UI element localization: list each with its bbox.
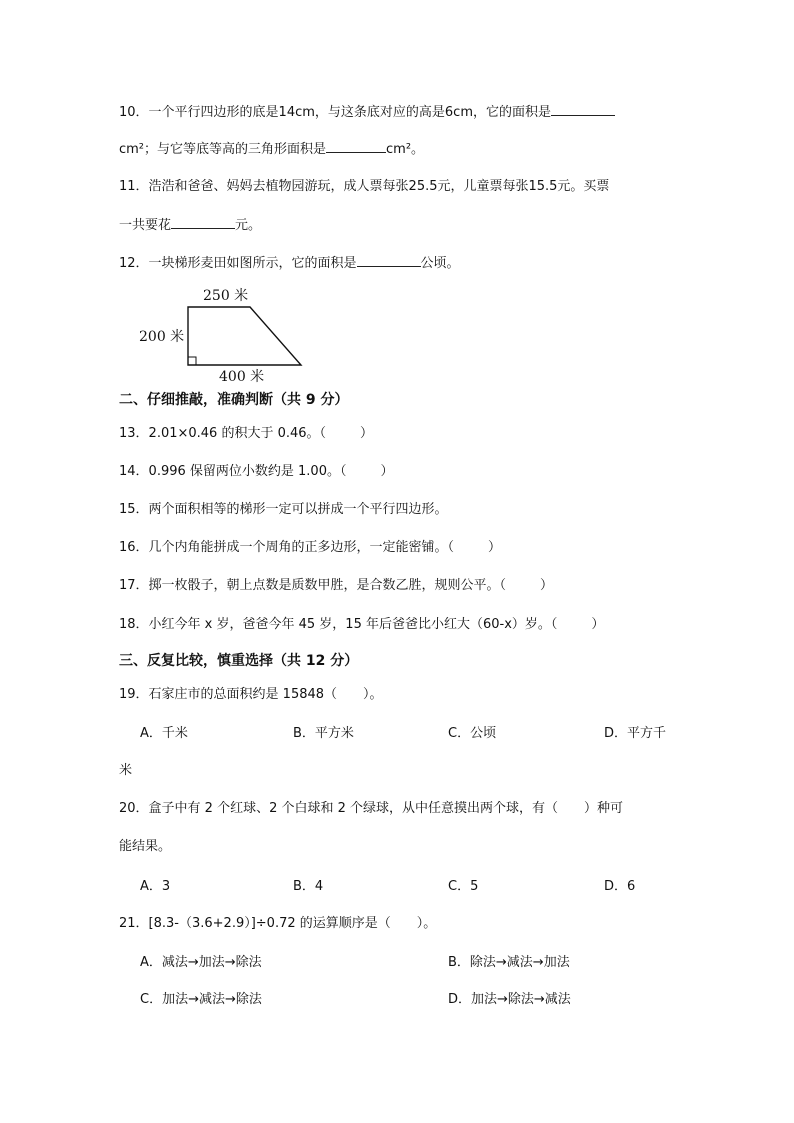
section2-heading bbox=[119, 391, 349, 409]
q21-option-c[interactable]: C．加法→减法→除法 bbox=[140, 992, 262, 1007]
q13-close: ） bbox=[360, 426, 374, 441]
q11-line2 bbox=[119, 214, 261, 235]
q10-line2 bbox=[119, 138, 424, 159]
q15-line bbox=[119, 501, 448, 519]
q21-line bbox=[119, 915, 436, 933]
trapezoid-shape bbox=[188, 307, 301, 365]
q13-line bbox=[119, 425, 373, 443]
q11-text-2: 一共要花 bbox=[119, 218, 172, 233]
q13-text: 13．2.01×0.46 的积大于 0.46。（ bbox=[119, 426, 327, 441]
q11-blank[interactable] bbox=[171, 214, 235, 229]
q10-text-2: cm²；与它等底等高的三角形面积是 bbox=[119, 142, 327, 157]
q11-text: 11．浩浩和爸爸、妈妈去植物园游玩，成人票每张25.5元，儿童票每张15.5元。买票 bbox=[119, 179, 610, 194]
q20-option-d[interactable]: D．6 bbox=[604, 879, 636, 894]
q10-text-3: cm²。 bbox=[386, 142, 425, 157]
q17-text: 17．掷一枚骰子，朝上点数是质数甲胜，是合数乙胜，规则公平。（ bbox=[119, 578, 507, 593]
right-angle-mark bbox=[188, 357, 196, 365]
section3-heading bbox=[119, 652, 358, 670]
q19-text: 19．石家庄市的总面积约是 15848（ ）。 bbox=[119, 687, 383, 702]
q19-option-a[interactable]: A．千米 bbox=[140, 726, 188, 741]
q12-line bbox=[119, 252, 460, 273]
q11-text-3: 元。 bbox=[235, 218, 262, 233]
q20-text: 20．盒子中有 2 个红球、2 个白球和 2 个绿球，从中任意摸出两个球，有（ ）种可 bbox=[119, 801, 624, 816]
q21-option-b[interactable]: B．除法→减法→加法 bbox=[448, 955, 570, 970]
q19-wrap-text: 米 bbox=[119, 763, 133, 778]
q11-line1 bbox=[119, 178, 609, 196]
q10-text: 10．一个平行四边形的底是14cm，与这条底对应的高是6cm，它的面积是 bbox=[119, 105, 551, 120]
trapezoid-bottom-label: 400 米 bbox=[219, 369, 265, 384]
q20-text-2: 能结果。 bbox=[119, 839, 172, 854]
q16-line bbox=[119, 539, 501, 557]
q14-line bbox=[119, 463, 393, 481]
q21-option-d[interactable]: D．加法→除法→减法 bbox=[448, 992, 571, 1007]
q21-text: 21．[8.3-（3.6+2.9）]÷0.72 的运算顺序是（ ）。 bbox=[119, 916, 437, 931]
q16-close: ） bbox=[488, 540, 502, 555]
q10-blank-1[interactable] bbox=[551, 101, 615, 116]
q14-close: ） bbox=[380, 464, 394, 479]
q20-option-c[interactable]: C．5 bbox=[448, 879, 479, 894]
q20-line1 bbox=[119, 800, 623, 818]
q18-close: ） bbox=[591, 617, 605, 632]
section2-title: 二、仔细推敲，准确判断（共 9 分） bbox=[119, 392, 349, 408]
q12-text: 12．一块梯形麦田如图所示，它的面积是 bbox=[119, 256, 357, 271]
q19-option-d[interactable]: D．平方千 bbox=[604, 726, 667, 741]
q12-blank[interactable] bbox=[357, 252, 421, 267]
q20-line2 bbox=[119, 838, 171, 856]
q16-text: 16．几个内角能拼成一个周角的正多边形，一定能密铺。（ bbox=[119, 540, 455, 555]
trapezoid-top-label: 250 米 bbox=[203, 288, 249, 304]
q12-unit: 公顷。 bbox=[420, 256, 460, 271]
q18-text: 18．小红今年 x 岁，爸爸今年 45 岁，15 年后爸爸比小红大（60-x）岁。（ bbox=[119, 617, 558, 632]
q15-text: 15．两个面积相等的梯形一定可以拼成一个平行四边形。 bbox=[119, 502, 448, 517]
trapezoid-left-label: 200 米 bbox=[139, 329, 185, 345]
q19-option-b[interactable]: B．平方米 bbox=[293, 726, 354, 741]
q17-line bbox=[119, 577, 553, 595]
q14-text: 14．0.996 保留两位小数约是 1.00。（ bbox=[119, 464, 347, 479]
q17-close: ） bbox=[540, 578, 554, 593]
q20-option-a[interactable]: A．3 bbox=[140, 879, 171, 894]
q18-line bbox=[119, 616, 604, 634]
q19-option-d-wrap bbox=[119, 762, 132, 780]
q21-option-a[interactable]: A．减法→加法→除法 bbox=[140, 955, 262, 970]
q19-option-c[interactable]: C．公顷 bbox=[448, 726, 497, 741]
q20-option-b[interactable]: B．4 bbox=[293, 879, 324, 894]
q10-blank-2[interactable] bbox=[326, 138, 386, 153]
q10-line1 bbox=[119, 101, 615, 122]
trapezoid-figure bbox=[135, 284, 335, 384]
q19-line bbox=[119, 686, 383, 704]
section3-title: 三、反复比较，慎重选择（共 12 分） bbox=[119, 653, 359, 669]
